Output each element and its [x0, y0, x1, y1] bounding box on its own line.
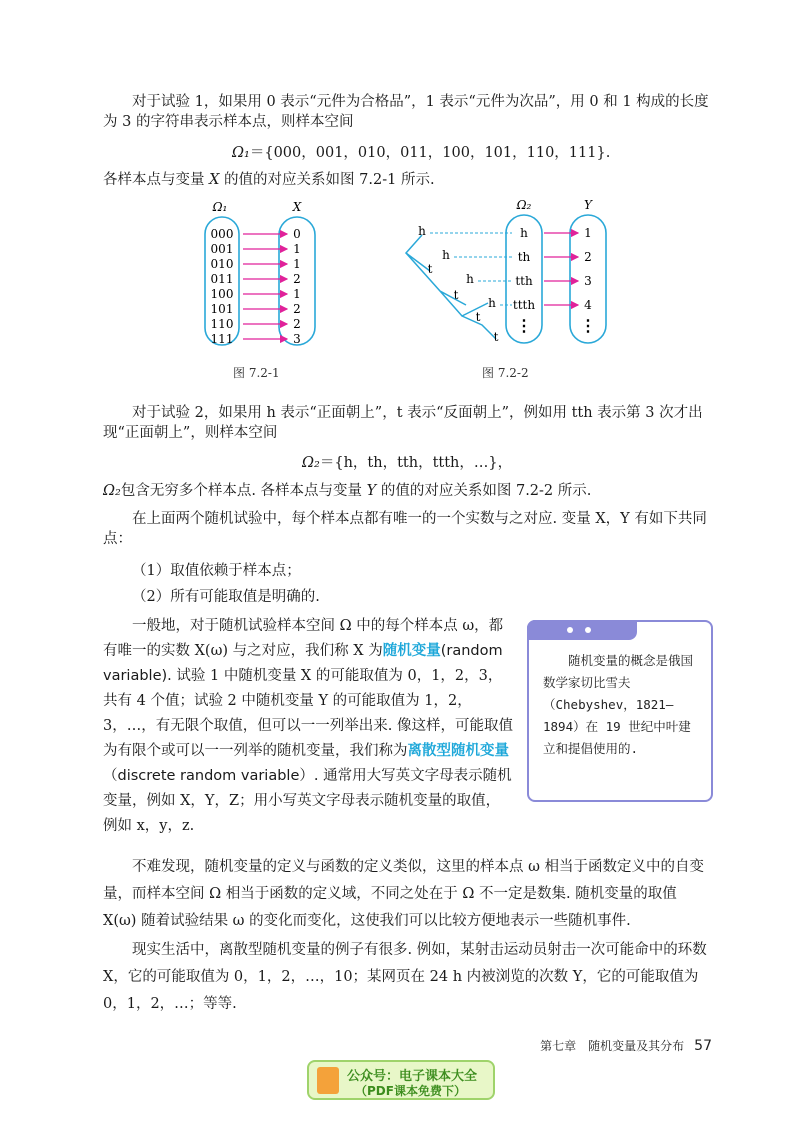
watermark-banner [307, 1060, 495, 1100]
fig2-tree-t: t [493, 330, 499, 344]
side-note [527, 620, 713, 802]
omega2-formula [302, 453, 512, 473]
fig1-value: 2 [293, 272, 301, 286]
fig1-value: 2 [293, 302, 301, 316]
fig2-tree-h: h [418, 224, 426, 238]
page-number: 57 [694, 1038, 712, 1054]
fig1-sample: 110 [210, 317, 234, 331]
fig2-value: 4 [584, 298, 592, 312]
keyword-discrete-random-variable: 离散型随机变量 [407, 743, 509, 759]
omega2-symbol: Ω₂ [302, 455, 320, 471]
intro-paragraph: 对于试验 1，如果用 0 表示“元件为合格品”，1 表示“元件为次品”，用 0 和 1 构成的长度为 3 的字符串表示样本点，则样本空间 [103, 94, 709, 130]
definition-paragraph [103, 614, 513, 839]
omega1-set: ＝{000，001，010，011，100，101，110，111}. [249, 145, 611, 161]
intro-ref-text-a: 各样本点与变量 [103, 172, 210, 188]
banner-line-2: （PDF课本免费下） [355, 1084, 466, 1098]
intro-ref-text-b: 的值的对应关系如图 7.2-1 所示. [219, 172, 435, 188]
fig1-sample: 100 [210, 287, 234, 301]
banner-line-1: 公众号：电子课本大全 [347, 1069, 478, 1084]
fig1-omega1-label: Ω₁ [212, 200, 228, 214]
fig2-caption: 图 7.2-2 [482, 366, 529, 380]
omega1-formula [232, 143, 610, 163]
fig1-sample: 010 [210, 257, 234, 271]
trial2-paragraph: 对于试验 2，如果用 h 表示“正面朝上”，t 表示“反面朝上”，例如用 tth 表示第 3 次才出现“正面朝上”，则样本空间 [103, 405, 703, 441]
function-paragraph: 不难发现，随机变量的定义与函数的定义类似，这里的样本点 ω 相当于函数定义中的自变量，而样本空间 Ω 相当于函数的定义域，不同之处在于 Ω 不一定是数集. 随机变量的取值 X(ω) 随着试验结果 ω 的变化而变化，这使我们可以比较方便地表示一些随机事件. [103, 859, 705, 929]
fig2-value: 1 [584, 226, 592, 240]
fig1-sample: 011 [210, 272, 234, 286]
note-dot [567, 627, 573, 633]
fig2-tree-h: h [442, 248, 450, 262]
definition-text-a: 一般地，对于随机试验样本空间 Ω 中的每个样本点 ω，都有唯一的实数 X(ω) 与之对应，我们称 X 为 [103, 618, 504, 659]
fig2-tree-h: h [488, 296, 496, 310]
fig2-sample: tth [515, 274, 533, 288]
fig1-value: 3 [293, 332, 301, 346]
examples-paragraph: 现实生活中，离散型随机变量的例子有很多. 例如，某射击运动员射击一次可能命中的环数 X，它的可能取值为 0，1，2，…，10；某网页在 24 h 内被浏览的次数 Y，它的可能取值为 0，1，2，…；等等. [103, 942, 707, 1012]
fig2-sample: th [517, 250, 531, 264]
trial2-ref-text: 包含无穷多个样本点. 各样本点与变量 [120, 483, 367, 499]
trial2-ref-var: Y [366, 483, 377, 499]
common-item-1: （1）取值依赖于样本点； [132, 563, 301, 579]
figure-7-2-2 [400, 193, 620, 353]
fig2-tree-t: t [475, 310, 481, 324]
keyword-random-variable: 随机变量 [382, 643, 441, 659]
fig1-value: 0 [293, 227, 301, 241]
fig1-value: 1 [293, 257, 301, 271]
fig2-tree [406, 235, 496, 339]
fig2-tree-h: h [466, 272, 474, 286]
page-footer [540, 1037, 712, 1054]
fig1-sample: 000 [210, 227, 234, 241]
fig1-value: 2 [293, 317, 301, 331]
note-dot [585, 627, 591, 633]
fig2-value: 3 [584, 274, 592, 288]
fig1-sample: 111 [210, 332, 234, 346]
common-item-2: （2）所有可能取值是明确的. [132, 589, 320, 605]
book-icon [317, 1067, 339, 1094]
fig1-value: 1 [293, 287, 301, 301]
fig2-sample: ttth [512, 298, 536, 312]
side-note-header [527, 620, 637, 640]
fig1-sample: 101 [210, 302, 234, 316]
side-note-text: 随机变量的概念是俄国数学家切比雪夫（Chebyshev，1821—1894）在 19 世纪中叶建立和提倡使用的. [543, 653, 694, 756]
fig1-value: 1 [293, 242, 301, 256]
definition-en-discrete: （discrete random variable） [103, 768, 314, 784]
definition-text-e: . 通常用大写英文字母表示随机变量，例如 X，Y，Z；用小写英文字母表示随机变量的取值，例如 x，y，z. [103, 768, 512, 834]
fig1-caption: 图 7.2-1 [233, 366, 280, 380]
definition-en-random-variable: (random variable) [103, 643, 503, 684]
figure-7-2-1 [195, 195, 335, 355]
fig2-tree-branch [406, 235, 496, 339]
intro-figure-ref [103, 170, 713, 190]
fig2-omega2-label: Ω₂ [516, 198, 532, 212]
fig2-left-ellipsis: ⋮ [516, 316, 532, 335]
footer-chapter: 第七章 随机变量及其分布 [540, 1039, 685, 1053]
fig1-sample: 001 [210, 242, 234, 256]
trial2-ref-text-c: 的值的对应关系如图 7.2-2 所示. [376, 483, 592, 499]
fig2-y-label: Y [584, 198, 592, 212]
trial2-omega-symbol: Ω₂ [103, 483, 121, 499]
common-paragraph: 在上面两个随机试验中，每个样本点都有唯一的一个实数与之对应. 变量 X，Y 有如下共同点： [103, 511, 707, 547]
intro-ref-var: X [209, 172, 220, 188]
fig2-value: 2 [584, 250, 592, 264]
trial2-figure-ref [103, 481, 713, 501]
fig2-sample: h [520, 226, 528, 240]
fig1-x-label: X [292, 200, 302, 214]
omega1-symbol: Ω₁ [232, 145, 250, 161]
definition-text-c: . 试验 1 中随机变量 X 的可能取值为 0，1，2，3，共有 4 个值；试验 2 中随机变量 Y 的可能取值为 1，2，3，…，有无限个取值，但可以一一列举出来. 像这样，可能取值为有限个或可以一一列举的随机变量，我们称为 [103, 668, 513, 759]
omega2-set: ＝{h，th，tth，ttth，…}， [319, 455, 513, 471]
fig2-right-ellipsis: ⋮ [580, 316, 596, 335]
fig2-tree-t: t [427, 262, 433, 276]
fig2-tree-t: t [453, 288, 459, 302]
